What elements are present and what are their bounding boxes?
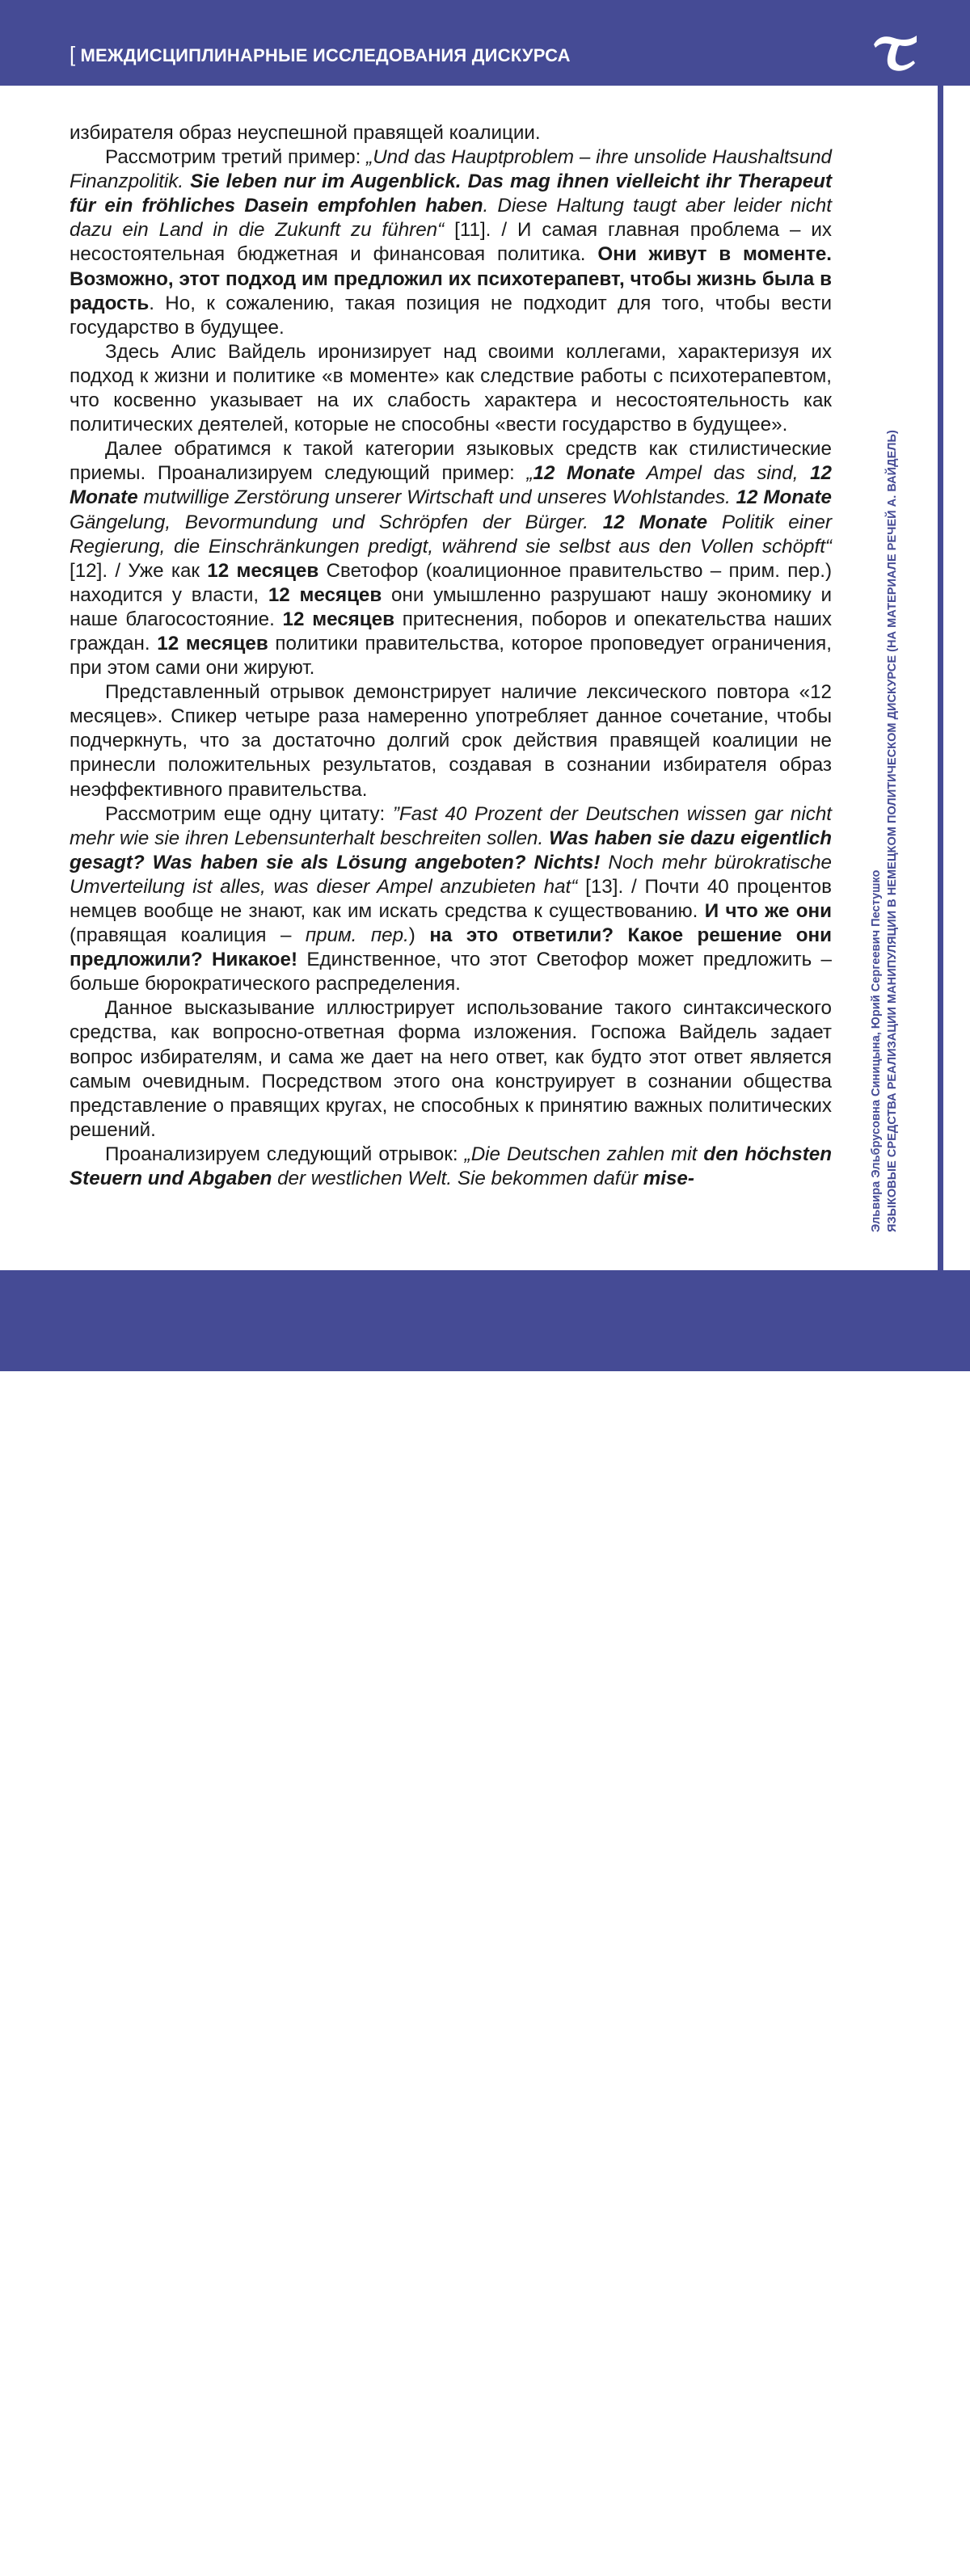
side-authors: Эльвира Эльбрусовна Синицына, Юрий Сергеевич Пестушко — [870, 869, 883, 1232]
text-run: Gängelung, Bevormundung und Schröpfen der Bürger. — [70, 511, 603, 533]
text-run: 12 месяцев — [282, 608, 394, 630]
paragraph — [70, 802, 832, 997]
text-run — [736, 486, 832, 508]
text-run: Данное высказывание иллюстрирует использование такого синтаксического средства, как вопросно-ответная форма изложения. Госпожа Вайдель задает вопрос избирателям, и сама же дает на него ответ, как будто этот ответ является самым очевидным. Посредством этого она конструирует в сознании общества представление о правящих кругах, не способных к принятию важных политических решений. — [70, 997, 832, 1141]
text-run: Представленный отрывок демонстрирует наличие лексического повтора «12 месяцев». Спикер четыре раза намеренно употребляет данное сочетание, чтобы подчеркнуть, что за достаточно долгий срок действия правящей коалиции не принесли положительных результатов, создавая в сознании избирателя образ неэффективного правительства. — [70, 681, 832, 801]
tau-logo-icon — [871, 34, 918, 73]
text-run — [643, 1168, 694, 1189]
header-bracket: [ — [70, 42, 76, 66]
text-run: [11]. / И самая главная проблема – их несостоятельная бюджетная и финансовая политика. — [70, 219, 832, 266]
footer-bar — [0, 1270, 970, 2575]
text-run: 12 Monate — [736, 486, 832, 509]
text-run: притеснения, поборов и опекательства наших граждан. — [70, 608, 832, 655]
text-run: 12 месяцев — [268, 583, 382, 606]
header-bar — [0, 0, 970, 86]
text-run: den höchsten Steuern und Abgaben — [70, 1143, 833, 1190]
text-run: 12 Monate — [70, 462, 832, 509]
text-run: . Diese Haltung taugt aber leider nicht dazu ein Land in die Zukunft zu führen“ — [70, 195, 832, 242]
text-run: Светофор (коалиционное правительство – прим. пер.) находится у власти, — [70, 559, 832, 606]
text-run: . Но, к сожалению, такая позиция не подходит для того, чтобы вести государство в будущее. — [70, 292, 832, 339]
journal-section-title — [70, 42, 571, 67]
text-run: политики правительства, которое проповедует ограничения, при этом сами они жируют. — [70, 632, 832, 680]
text-run: Далее обратимся к такой категории языковых средств как стилистические приемы. Проанализируем следующий пример: — [70, 438, 832, 485]
text-run: „ — [526, 462, 534, 485]
text-run: Здесь Алис Вайдель иронизирует над своими коллегами, характеризуя их подход к жизни и политике «в моменте» как следствие работы с психотерапевтом, что косвенно указывает на их слабость характера и несостоятельность как политических деятелей, которые не способны «вести государство в будущее». — [70, 340, 832, 436]
paragraph — [70, 996, 832, 1143]
side-stripe — [938, 86, 943, 1270]
text-run: (правящая коалиция – — [70, 924, 306, 947]
page-number: 19 — [896, 2557, 916, 2575]
text-run: Рассмотрим третий пример: — [105, 146, 367, 169]
text-run: Проанализируем следующий отрывок: — [105, 1143, 465, 1165]
header-title-text: МЕЖДИСЦИПЛИНАРНЫЕ ИССЛЕДОВАНИЯ ДИСКУРСА — [80, 45, 571, 65]
text-run: Noch mehr bürokratische Umverteilung ist alles, was dieser Ampel anzubieten hat“ — [70, 851, 832, 898]
text-run: der westlichen Welt. Sie bekommen dafür — [272, 1168, 643, 1190]
text-run: „Die Deutschen zahlen mit — [464, 1143, 704, 1165]
text-run: Was haben sie dazu eigentlich gesagt? Was haben sie als Lösung angeboten? Nichts! — [70, 827, 832, 873]
text-run: 12 месяцев — [157, 632, 268, 655]
text-run: mutwillige Zerstörung unserer Wirtschaft und unseres Wohlstandes. — [137, 486, 736, 509]
text-run: Единственное, что этот Светофор может предложить – больше бюрократического распределения. — [70, 949, 832, 995]
text-run: ”Fast 40 Prozent der Deutschen wissen gar nicht mehr wie sie ihren Lebensunterhalt beschreiten sollen. — [70, 802, 832, 849]
text-run: И что же они — [704, 900, 832, 922]
paragraph — [70, 437, 832, 680]
paragraph — [70, 340, 832, 437]
text-run: Ampel das sind, — [635, 462, 811, 485]
text-run — [534, 462, 635, 484]
article-body — [70, 121, 832, 1191]
text-run: Рассмотрим еще одну цитату: — [105, 802, 393, 825]
text-run — [603, 511, 707, 533]
text-run: mise- — [643, 1168, 694, 1190]
text-run: „Und das Hauptproblem – ihre unsolide Haushaltsund Finanzpolitik. — [70, 146, 832, 193]
text-run: 12 месяцев — [207, 559, 319, 582]
text-run: [12]. / Уже как — [70, 559, 208, 582]
text-run: Sie leben nur im Augenblick. Das mag ihnen vielleicht ihr Therapeut für ein fröhliches Dasein empfohlen haben — [70, 170, 833, 217]
text-run: ) — [408, 924, 430, 947]
text-run: Они живут в моменте. Возможно, этот подход им предложил их психотерапевт, чтобы жизнь была в радость — [70, 243, 833, 314]
text-run: они умышленно разрушают нашу экономику и наше благосостояние. — [70, 583, 833, 630]
paragraph — [70, 1143, 832, 1191]
running-title-vertical — [868, 430, 900, 1232]
paragraph — [70, 145, 832, 340]
paragraph — [70, 121, 832, 145]
text-run: 12 Monate — [533, 462, 635, 485]
paragraph — [70, 680, 832, 802]
text-run: избирателя образ неуспешной правящей коалиции. — [70, 122, 541, 144]
text-run: [13]. / Почти 40 процентов немцев вообще не знают, как им искать средства к существованию. — [70, 875, 832, 922]
side-article-title: ЯЗЫКОВЫЕ СРЕДСТВА РЕАЛИЗАЦИИ МАНИПУЛЯЦИИ В НЕМЕЦКОМ ПОЛИТИЧЕСКОМ ДИСКУРСЕ (НА МАТЕРИАЛЕ РЕЧЕЙ А. ВАЙДЕЛЬ) — [886, 430, 899, 1232]
text-run: на это ответили? Какое решение они предложили? Никакое! — [70, 924, 833, 971]
text-run: прим. пер. — [305, 924, 409, 947]
text-run: Politik einer Regierung, die Einschränkungen predigt, während sie selbst aus den Vollen schöpft“ — [70, 511, 833, 558]
text-run: 12 Monate — [602, 511, 708, 533]
